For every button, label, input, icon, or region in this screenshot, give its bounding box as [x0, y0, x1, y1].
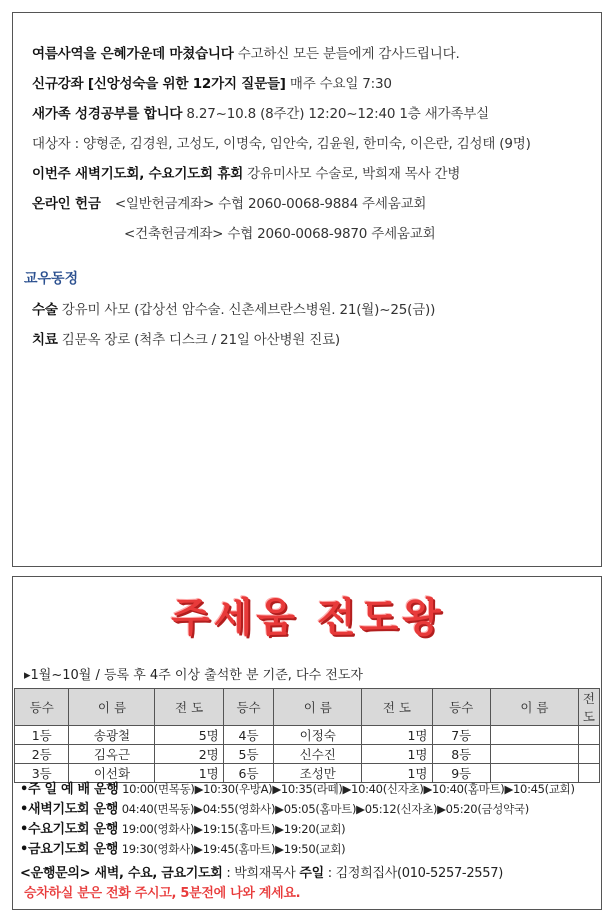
count-cell: 2명 [155, 745, 223, 764]
count-cell: 5명 [155, 726, 223, 745]
inquiry-sunday-label: 주일 [299, 866, 324, 881]
section-title-members-news: 교우동정 [24, 271, 79, 287]
column-header: 전 도 [362, 689, 432, 726]
bus-sunday [20, 778, 575, 797]
bus-wednesday [20, 818, 345, 837]
table-row [15, 745, 600, 764]
bus-inquiry [20, 862, 503, 881]
name-cell: 송광철 [69, 726, 155, 745]
count-cell [578, 726, 599, 745]
column-header: 이 름 [274, 689, 362, 726]
name-cell: 신수진 [274, 745, 362, 764]
table-row [15, 726, 600, 745]
notice-participants [32, 132, 531, 152]
column-header: 전 도 [578, 689, 599, 726]
bus-label: •수요기도회 운행 [20, 822, 119, 837]
count-cell: 1명 [362, 764, 432, 783]
notice-bold: 온라인 헌금 [32, 196, 101, 212]
notice-online-offering [32, 192, 426, 212]
bus-label: •새벽기도회 운행 [20, 802, 119, 817]
name-cell [490, 726, 578, 745]
notice-bold: 이번주 새벽기도회, 수요기도회 휴회 [32, 166, 244, 182]
notice-text: 8.27~10.8 (8주간) 12:20~12:40 1층 새가족부실 [186, 106, 489, 122]
name-cell: 김옥근 [69, 745, 155, 764]
bus-route: 19:00(영화사)▶19:15(홈마트)▶19:20(교회) [121, 822, 346, 836]
name-cell: 이선화 [69, 764, 155, 783]
account-building: <건축헌금계좌> 수협 2060-0068-9870 주세움교회 [124, 226, 436, 242]
rank-cell: 5등 [223, 745, 274, 764]
notice-prayer-break [32, 162, 460, 182]
bus-friday [20, 838, 345, 857]
rank-cell: 7등 [432, 726, 490, 745]
notice-text: 대상자 : 양형준, 김경원, 고성도, 이명숙, 임안숙, 김윤원, 한미숙, 이은란, 김성태 (9명) [32, 136, 531, 152]
bus-route: 10:00(면목동)▶10:30(우방A)▶10:35(라떼)▶10:40(신자초)▶10:40(홈마트)▶10:45(교회) [122, 782, 575, 796]
name-cell [490, 745, 578, 764]
news-item-treatment [32, 328, 340, 348]
rank-cell: 6등 [223, 764, 274, 783]
column-header: 이 름 [490, 689, 578, 726]
rank-cell: 3등 [15, 764, 69, 783]
notice-summer-ministry [32, 42, 460, 62]
inquiry-label: <운행문의> 새벽, 수요, 금요기도회 [20, 866, 223, 881]
announcements-box [12, 12, 602, 567]
column-header: 등수 [223, 689, 274, 726]
name-cell: 조성만 [274, 764, 362, 783]
evangelism-criteria-note: ▸1월~10월 / 등록 후 4주 이상 출석한 분 기준, 다수 전도자 [24, 668, 363, 683]
column-header: 등수 [15, 689, 69, 726]
rank-cell: 9등 [432, 764, 490, 783]
column-header: 이 름 [69, 689, 155, 726]
news-item-surgery [32, 298, 435, 318]
notice-text: 강유미사모 수술로, 박희재 목사 간병 [247, 166, 461, 182]
inquiry-sunday-contact: : 김정희집사(010-5257-2557) [327, 866, 503, 881]
evangelism-title: 주세움 전도왕 [171, 595, 445, 641]
column-header: 등수 [432, 689, 490, 726]
notice-new-course [32, 72, 392, 92]
notice-text: 매주 수요일 7:30 [289, 76, 392, 92]
bus-route: 19:30(영화사)▶19:45(홈마트)▶19:50(교회) [121, 842, 346, 856]
bus-route: 04:40(면목동)▶04:55(영화사)▶05:05(홈마트)▶05:12(신자초)▶05:20(금성약국) [121, 802, 529, 816]
count-cell: 1명 [155, 764, 223, 783]
rank-cell: 8등 [432, 745, 490, 764]
count-cell: 1명 [362, 726, 432, 745]
rank-cell: 1등 [15, 726, 69, 745]
notice-new-family-study [32, 102, 489, 122]
notice-bold: 새가족 성경공부를 합니다 [32, 106, 183, 122]
notice-bold: 여름사역을 은혜가운데 마쳤습니다 [32, 46, 234, 62]
bus-label: •금요기도회 운행 [20, 842, 119, 857]
count-cell [578, 764, 599, 783]
rank-cell: 2등 [15, 745, 69, 764]
notice-text: 수고하신 모든 분들에게 감사드립니다. [237, 46, 460, 62]
news-label: 수술 [32, 302, 58, 318]
notice-bold: 신규강좌 [신앙성숙을 위한 12가지 질문들] [32, 76, 286, 92]
evangelism-ranking-table [14, 688, 600, 783]
bus-dawn [20, 798, 529, 817]
count-cell [578, 745, 599, 764]
bus-warning: 승차하실 분은 전화 주시고, 5분전에 나와 계세요. [24, 886, 301, 901]
bus-label: •주 일 예 배 운행 [20, 782, 119, 797]
count-cell: 1명 [362, 745, 432, 764]
table-header-row [15, 689, 600, 726]
account-general: <일반헌금계좌> 수협 2060-0068-9884 주세움교회 [114, 196, 427, 212]
column-header: 전 도 [155, 689, 223, 726]
inquiry-contact: : 박희재목사 [226, 866, 296, 881]
name-cell: 이정숙 [274, 726, 362, 745]
news-text: 강유미 사모 (갑상선 암수술. 신촌세브란스병원. 21(월)~25(금)) [61, 302, 436, 318]
notice-building-account [124, 222, 435, 242]
news-text: 김문옥 장로 (척추 디스크 / 21일 아산병원 진료) [61, 332, 340, 348]
news-label: 치료 [32, 332, 58, 348]
rank-cell: 4등 [223, 726, 274, 745]
